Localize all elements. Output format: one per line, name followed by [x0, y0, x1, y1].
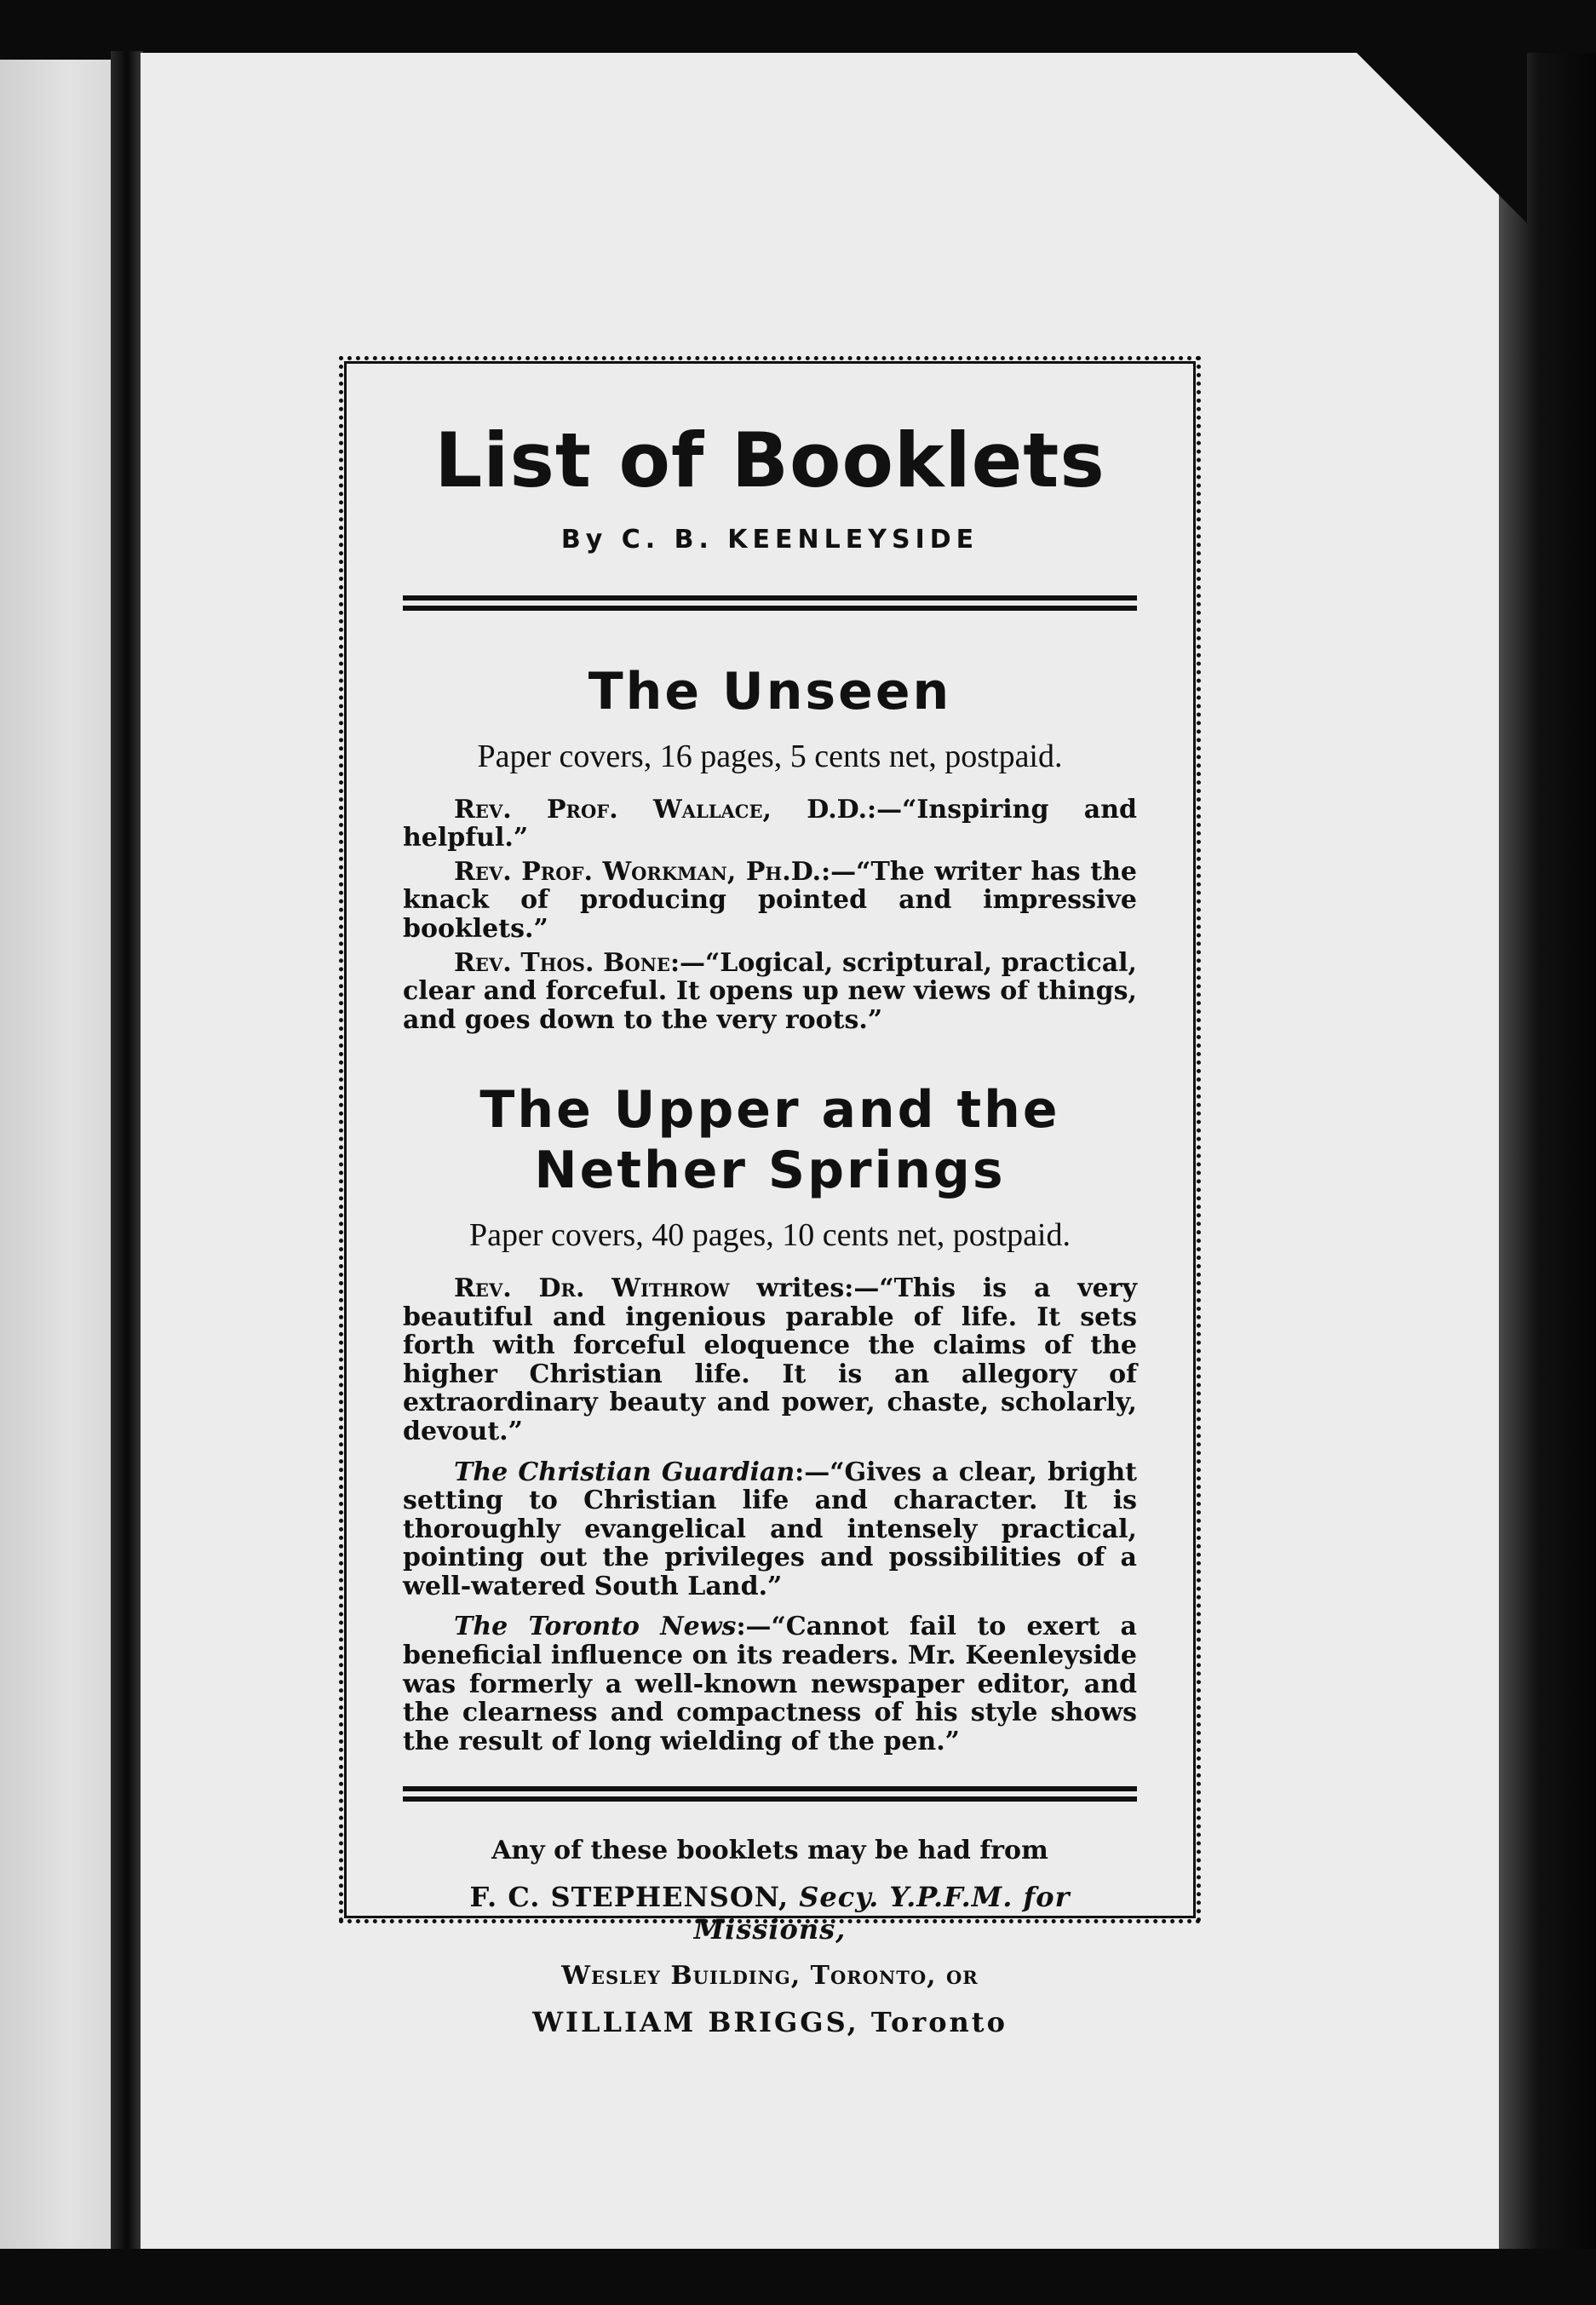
publisher-title: Secy. Y.P.F.M. for Missions,	[693, 1881, 1071, 1946]
review-text: :—“Gives a clear, bright setting to Christian life and character. It is thoroughly evangelical and intensely practical, pointing out the privileges and possibilities of a well-watered South Land.”	[403, 1457, 1137, 1601]
publisher-address: Wesley Building, Toronto, or	[561, 1961, 979, 1992]
review-text: :—“Inspiring and helpful.”	[403, 794, 1137, 854]
review-text: writes:—“This is a very beautiful and ingenious parable of life. It sets forth with forceful eloquence the claims of the higher Christian life. It is an allegory of extraordinary beauty and power, chaste, scholarly, devout.”	[403, 1273, 1138, 1446]
double-rule	[403, 595, 1137, 611]
page-edge-shadow	[1499, 53, 1596, 2305]
booklet-1	[403, 662, 1137, 1035]
review-text: :—“Logical, scriptural, practical, clear and forceful. It opens up new views of things, and goes down to the very roots.”	[403, 947, 1137, 1035]
byline: By C. B. KEENLEYSIDE	[560, 524, 979, 555]
review	[403, 858, 1137, 944]
review-source: Rev. Prof. Wallace, D.D.	[454, 794, 868, 825]
booklet-title: The Unseen	[588, 661, 952, 721]
review-source: Rev. Prof. Workman, Ph.D.	[454, 856, 822, 887]
review	[403, 1458, 1137, 1601]
advertisement-box	[339, 356, 1201, 2039]
publisher-line	[403, 1881, 1137, 1946]
publisher-alt: WILLIAM BRIGGS, Toronto	[532, 2006, 1008, 2039]
ordering-info	[403, 1836, 1137, 2038]
book-spine	[111, 51, 143, 2274]
booklet-title: The Upper and the Nether Springs	[479, 1080, 1060, 1201]
ordering-line: Any of these booklets may be had from	[491, 1836, 1048, 1866]
review	[403, 796, 1137, 853]
booklet-2	[403, 1080, 1137, 1756]
facing-page-edge	[0, 60, 115, 2266]
review-source: The Christian Guardian	[454, 1457, 795, 1487]
publisher-name: F. C. STEPHENSON,	[469, 1881, 789, 1914]
review	[403, 1612, 1137, 1756]
booklet-price: Paper covers, 16 pages, 5 cents net, postpaid.	[477, 738, 1063, 774]
review-source: The Toronto News	[454, 1612, 737, 1642]
review-text: :—“Cannot fail to exert a beneficial influence on its readers. Mr. Keenleyside was formerly a well-known newspaper editor, and the clearness and compactness of his style shows the result of long wielding of the pen.”	[403, 1612, 1137, 1756]
review-text: :—“The writer has the knack of producing pointed and impressive booklets.”	[403, 856, 1137, 944]
booklet-price: Paper covers, 40 pages, 10 cents net, postpaid.	[469, 1216, 1071, 1253]
scan-border	[0, 2249, 1596, 2305]
review-source: Rev. Thos. Bone	[454, 947, 670, 978]
page-title: List of Booklets	[434, 417, 1105, 504]
review-source: Rev. Dr. Withrow	[454, 1273, 730, 1303]
double-rule	[403, 1786, 1137, 1802]
advertisement-content	[403, 417, 1138, 2039]
review	[403, 1274, 1137, 1446]
review	[403, 949, 1137, 1035]
folded-corner	[1357, 53, 1527, 223]
